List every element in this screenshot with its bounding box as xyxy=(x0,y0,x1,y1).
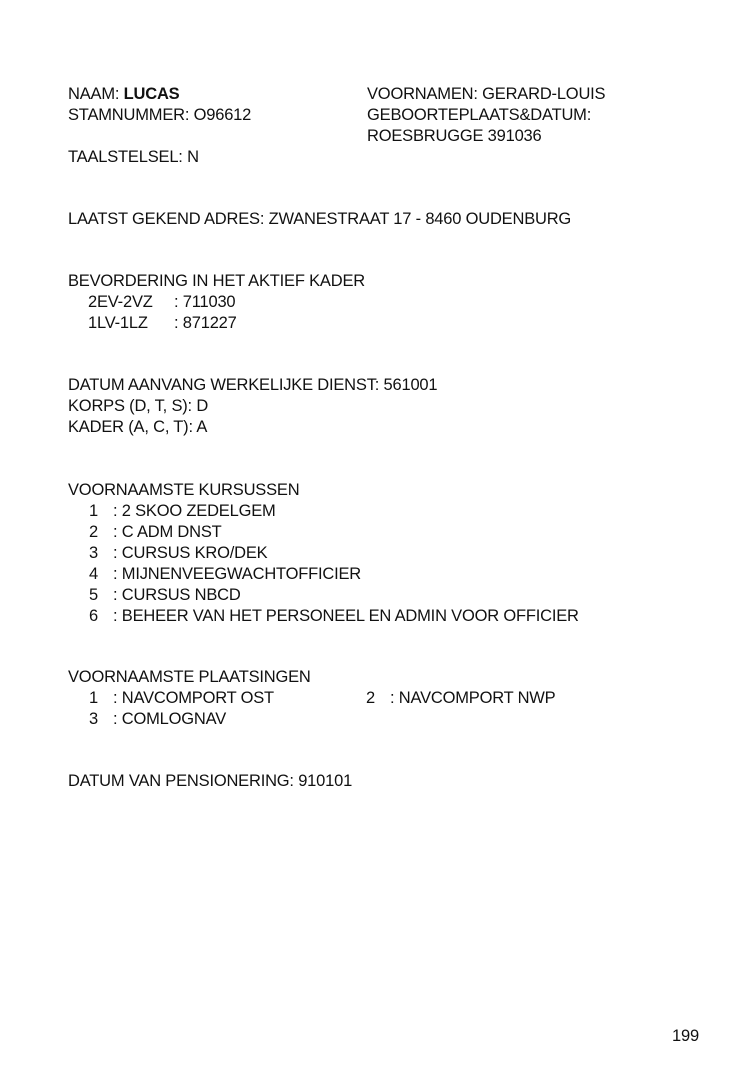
plaatsing-num: 2 xyxy=(366,689,375,707)
plaatsing-num: 1 xyxy=(89,689,98,707)
stamnummer-line: STAMNUMMER: O96612 xyxy=(68,106,252,124)
bevordering-rank: 1LV-1LZ xyxy=(88,314,148,332)
kursus-num: 4 xyxy=(89,565,98,583)
voornamen-line: VOORNAMEN: GERARD-LOUIS xyxy=(367,85,606,103)
geboorte-value: ROESBRUGGE 391036 xyxy=(367,127,542,145)
kursus-num: 5 xyxy=(89,586,98,604)
korps-line: KORPS (D, T, S): D xyxy=(68,397,209,415)
kursus-num: 2 xyxy=(89,523,98,541)
kursus-num: 6 xyxy=(89,607,98,625)
kader-line: KADER (A, C, T): A xyxy=(68,418,208,436)
bevordering-date: : 871227 xyxy=(174,314,237,332)
kursus-text: : CURSUS NBCD xyxy=(113,586,241,604)
plaatsing-text: : NAVCOMPORT NWP xyxy=(390,689,556,707)
kursus-item xyxy=(89,522,222,543)
kursus-text: : C ADM DNST xyxy=(113,523,222,541)
datum-aanvang-line: DATUM AANVANG WERKELIJKE DIENST: 561001 xyxy=(68,376,438,394)
bevordering-date: : 711030 xyxy=(174,293,236,311)
plaatsing-item xyxy=(89,688,274,709)
kursus-text: : 2 SKOO ZEDELGEM xyxy=(113,502,276,520)
plaatsingen-title: VOORNAAMSTE PLAATSINGEN xyxy=(68,668,311,686)
plaatsing-item xyxy=(89,709,226,730)
kursussen-title: VOORNAAMSTE KURSUSSEN xyxy=(68,481,300,499)
bevordering-title: BEVORDERING IN HET AKTIEF KADER xyxy=(68,272,365,290)
kursus-text: : CURSUS KRO/DEK xyxy=(113,544,268,562)
naam-line xyxy=(68,84,180,105)
plaatsing-text: : COMLOGNAV xyxy=(113,710,227,728)
naam-label: NAAM: xyxy=(68,85,120,103)
bevordering-item xyxy=(88,313,237,334)
page-number: 199 xyxy=(672,1027,699,1045)
adres-line: LAATST GEKEND ADRES: ZWANESTRAAT 17 - 8460 OUDENBURG xyxy=(68,210,572,228)
kursus-text: : MIJNENVEEGWACHTOFFICIER xyxy=(113,565,362,583)
plaatsing-item xyxy=(366,688,555,709)
kursus-text: : BEHEER VAN HET PERSONEEL EN ADMIN VOOR OFFICIER xyxy=(113,607,579,625)
naam-value: LUCAS xyxy=(123,85,180,103)
geboorte-label: GEBOORTEPLAATS&DATUM: xyxy=(367,106,592,124)
plaatsing-text: : NAVCOMPORT OST xyxy=(113,689,274,707)
bevordering-rank: 2EV-2VZ xyxy=(88,293,153,311)
kursus-item xyxy=(89,585,241,606)
kursus-item xyxy=(89,543,268,564)
plaatsing-num: 3 xyxy=(89,710,98,728)
taalstelsel-line: TAALSTELSEL: N xyxy=(68,148,199,166)
pensionering-line: DATUM VAN PENSIONERING: 910101 xyxy=(68,772,353,790)
kursus-item xyxy=(89,501,276,522)
bevordering-item xyxy=(88,292,235,313)
kursus-num: 3 xyxy=(89,544,98,562)
kursus-num: 1 xyxy=(89,502,98,520)
kursus-item xyxy=(89,564,361,585)
kursus-item xyxy=(89,606,579,627)
